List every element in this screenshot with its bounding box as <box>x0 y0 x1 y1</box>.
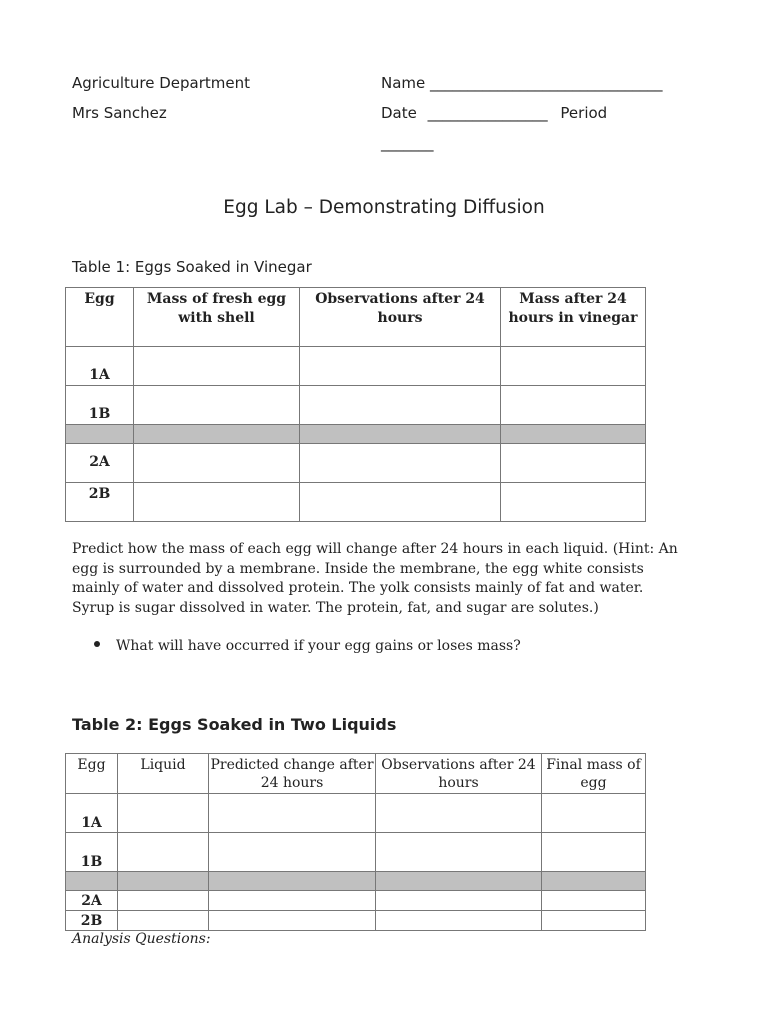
table1-header-egg: Egg <box>66 288 134 347</box>
shaded-cell <box>66 872 118 891</box>
table1-header-row <box>66 288 646 347</box>
table-cell[interactable] <box>118 911 209 931</box>
table-row <box>66 444 646 483</box>
table2-egg-label: 1B <box>66 833 118 872</box>
table-cell[interactable] <box>118 891 209 911</box>
table-cell[interactable] <box>300 386 501 425</box>
table2-header-liquid: Liquid <box>118 754 209 794</box>
shaded-cell <box>118 872 209 891</box>
shaded-cell <box>376 872 542 891</box>
table-cell[interactable] <box>376 833 542 872</box>
table-row <box>66 794 646 833</box>
table1-egg-label: 2B <box>66 483 134 522</box>
table-row <box>66 347 646 386</box>
table1 <box>65 287 646 522</box>
table2-header-egg: Egg <box>66 754 118 794</box>
table-row <box>66 483 646 522</box>
table1-separator-row <box>66 425 646 444</box>
table-row <box>66 911 646 931</box>
date-line: ________________ <box>427 104 548 122</box>
prediction-line: Predict how the mass of each egg will change after 24 hours in each liquid. (Hint: An <box>72 541 678 557</box>
prediction-line: egg is surrounded by a membrane. Inside the membrane, the egg white consists <box>72 560 644 577</box>
table-cell[interactable] <box>542 833 646 872</box>
table-cell[interactable] <box>209 911 376 931</box>
table-cell[interactable] <box>542 794 646 833</box>
table-cell[interactable] <box>134 386 300 425</box>
table-cell[interactable] <box>501 483 646 522</box>
table-cell[interactable] <box>501 444 646 483</box>
date-field <box>381 104 607 122</box>
name-line: _______________________________ <box>430 74 663 92</box>
department-label: Agriculture Department <box>72 74 251 92</box>
name-field <box>381 74 663 92</box>
table-cell[interactable] <box>300 444 501 483</box>
table-row <box>66 833 646 872</box>
period-label: Period <box>560 104 608 122</box>
table-cell[interactable] <box>209 891 376 911</box>
shaded-cell <box>209 872 376 891</box>
table-cell[interactable] <box>376 794 542 833</box>
shaded-cell <box>542 872 646 891</box>
bullet-icon <box>94 641 100 647</box>
period-line: _______ <box>381 134 434 152</box>
bullet-text: What will have occurred if your egg gains or loses mass? <box>116 638 521 654</box>
table-cell[interactable] <box>501 386 646 425</box>
table-cell[interactable] <box>118 794 209 833</box>
name-label: Name <box>381 74 426 92</box>
table-cell[interactable] <box>300 347 501 386</box>
table-cell[interactable] <box>376 891 542 911</box>
bullet-question <box>94 638 521 654</box>
table2-header-row <box>66 754 646 794</box>
table2-caption: Table 2: Eggs Soaked in Two Liquids <box>72 715 397 734</box>
table-row <box>66 386 646 425</box>
table2-egg-label: 2B <box>66 911 118 931</box>
table-cell[interactable] <box>118 833 209 872</box>
shaded-cell <box>66 425 134 444</box>
table-cell[interactable] <box>501 347 646 386</box>
shaded-cell <box>134 425 300 444</box>
table2-separator-row <box>66 872 646 891</box>
table-cell[interactable] <box>209 833 376 872</box>
table-cell[interactable] <box>542 891 646 911</box>
table2-egg-label: 2A <box>66 891 118 911</box>
teacher-label: Mrs Sanchez <box>72 104 167 122</box>
shaded-cell <box>300 425 501 444</box>
page-title: Egg Lab – Demonstrating Diffusion <box>223 197 545 218</box>
table2 <box>65 753 646 931</box>
analysis-heading: Analysis Questions: <box>72 931 211 947</box>
table-cell[interactable] <box>376 911 542 931</box>
table2-header-predicted: Predicted change after 24 hours <box>209 754 376 794</box>
table1-egg-label: 2A <box>66 444 134 483</box>
table-cell[interactable] <box>134 347 300 386</box>
table2-header-observations: Observations after 24 hours <box>376 754 542 794</box>
shaded-cell <box>501 425 646 444</box>
table1-header-mass-after: Mass after 24 hours in vinegar <box>501 288 646 347</box>
table1-header-fresh-mass: Mass of fresh egg with shell <box>134 288 300 347</box>
prediction-paragraph <box>72 540 692 618</box>
table-cell[interactable] <box>542 911 646 931</box>
table2-egg-label: 1A <box>66 794 118 833</box>
table1-header-observations: Observations after 24 hours <box>300 288 501 347</box>
table-row <box>66 891 646 911</box>
table2-header-final-mass: Final mass of egg <box>542 754 646 794</box>
prediction-line: mainly of water and dissolved protein. The yolk consists mainly of fat and water. <box>72 580 644 596</box>
table-cell[interactable] <box>209 794 376 833</box>
date-label: Date <box>381 104 417 122</box>
table1-caption: Table 1: Eggs Soaked in Vinegar <box>72 258 312 276</box>
table1-egg-label: 1A <box>66 347 134 386</box>
prediction-line: Syrup is sugar dissolved in water. The protein, fat, and sugar are solutes.) <box>72 599 599 616</box>
table-cell[interactable] <box>300 483 501 522</box>
table-cell[interactable] <box>134 444 300 483</box>
table-cell[interactable] <box>134 483 300 522</box>
table1-egg-label: 1B <box>66 386 134 425</box>
